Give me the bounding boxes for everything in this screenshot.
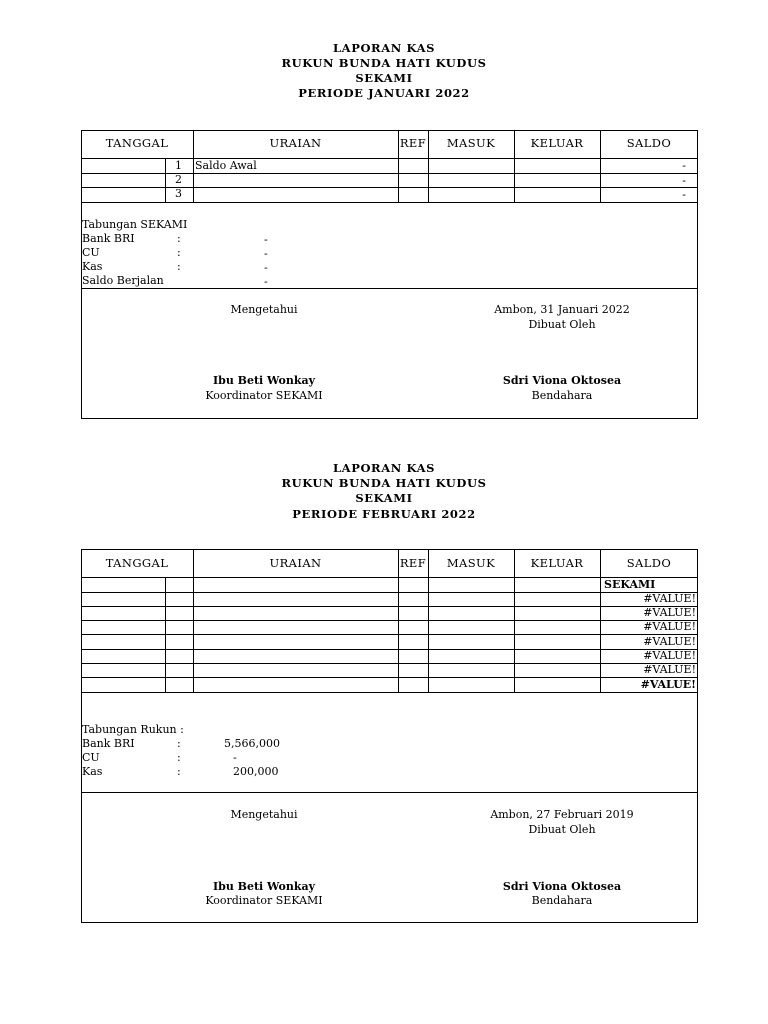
savings-separator: : <box>177 751 181 764</box>
signer-left-name: Ibu Beti Wonkay <box>213 880 315 893</box>
column-header-keluar: KELUAR <box>530 556 584 570</box>
row-number: 3 <box>175 187 182 200</box>
row-description: Saldo Awal <box>195 159 257 172</box>
savings-label: Bank BRI <box>82 232 135 245</box>
signer-left-name: Ibu Beti Wonkay <box>213 374 315 387</box>
table-row: #VALUE! <box>643 620 696 633</box>
column-header-saldo: SALDO <box>626 136 672 150</box>
savings-value: - <box>264 233 268 246</box>
row-saldo: - <box>682 159 686 172</box>
signer-right-role: Bendahara <box>531 894 593 907</box>
column-header-tanggal: TANGGAL <box>105 136 169 150</box>
savings-value: - <box>233 751 237 764</box>
table-row: #VALUE! <box>640 678 696 691</box>
column-header-masuk: MASUK <box>446 136 496 150</box>
savings-value: 200,000 <box>233 765 279 778</box>
report-group: SEKAMI <box>355 71 413 85</box>
row-saldo: - <box>682 188 686 201</box>
place-date: Ambon, 27 Februari 2019 <box>490 808 634 821</box>
table-row: SEKAMI <box>604 578 656 591</box>
row-number: 2 <box>175 173 182 186</box>
savings-value: - <box>264 275 268 288</box>
savings-separator: : <box>177 232 181 245</box>
table-row: #VALUE! <box>643 592 696 605</box>
report-period: PERIODE JANUARI 2022 <box>298 86 470 100</box>
column-header-ref: REF <box>399 556 427 570</box>
table-row: #VALUE! <box>643 635 696 648</box>
table-row: #VALUE! <box>643 663 696 676</box>
prepared-by-label: Dibuat Oleh <box>528 823 596 836</box>
acknowledged-label: Mengetahui <box>230 808 298 821</box>
report-title: LAPORAN KAS <box>332 461 436 475</box>
row-number: 1 <box>175 159 182 172</box>
column-header-masuk: MASUK <box>446 556 496 570</box>
acknowledged-label: Mengetahui <box>230 303 298 316</box>
savings-separator: : <box>177 765 181 778</box>
column-header-uraian: URAIAN <box>269 136 322 150</box>
savings-label: Bank BRI <box>82 737 135 750</box>
savings-separator: : <box>177 260 181 273</box>
place-date: Ambon, 31 Januari 2022 <box>494 303 630 316</box>
savings-label: Kas <box>82 765 103 778</box>
column-header-tanggal: TANGGAL <box>105 556 169 570</box>
report-organization: RUKUN BUNDA HATI KUDUS <box>281 56 487 70</box>
savings-label: Kas <box>82 260 103 273</box>
column-header-uraian: URAIAN <box>269 556 322 570</box>
report-organization: RUKUN BUNDA HATI KUDUS <box>281 476 487 490</box>
table-row: #VALUE! <box>643 606 696 619</box>
savings-value: 5,566,000 <box>224 737 280 750</box>
signer-left-role: Koordinator SEKAMI <box>205 389 323 402</box>
savings-value: - <box>264 247 268 260</box>
column-header-keluar: KELUAR <box>530 136 584 150</box>
report-title: LAPORAN KAS <box>332 41 436 55</box>
savings-separator: : <box>177 737 181 750</box>
savings-separator: : <box>177 246 181 259</box>
savings-title: Tabungan SEKAMI <box>82 218 188 231</box>
signer-left-role: Koordinator SEKAMI <box>205 894 323 907</box>
savings-label: Saldo Berjalan <box>82 274 164 287</box>
savings-label: CU <box>82 751 100 764</box>
signer-right-name: Sdri Viona Oktosea <box>502 880 622 893</box>
signer-right-name: Sdri Viona Oktosea <box>502 374 622 387</box>
signer-right-role: Bendahara <box>531 389 593 402</box>
column-header-ref: REF <box>399 136 427 150</box>
prepared-by-label: Dibuat Oleh <box>528 318 596 331</box>
report-period: PERIODE FEBRUARI 2022 <box>292 507 476 521</box>
savings-title: Tabungan Rukun : <box>82 723 184 736</box>
row-saldo: - <box>682 174 686 187</box>
savings-value: - <box>264 261 268 274</box>
table-row: #VALUE! <box>643 649 696 662</box>
column-header-saldo: SALDO <box>626 556 672 570</box>
savings-label: CU <box>82 246 100 259</box>
report-group: SEKAMI <box>355 491 413 505</box>
